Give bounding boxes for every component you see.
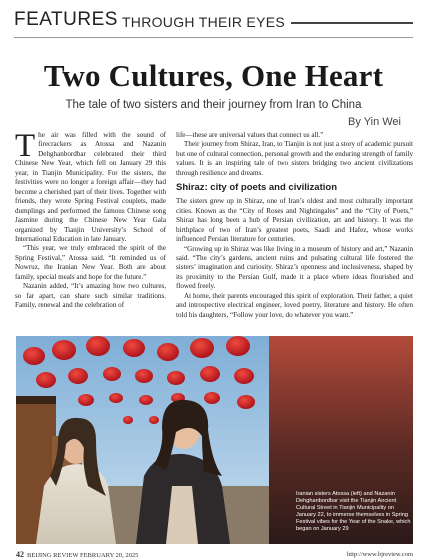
article-paragraph: “Growing up in Shiraz was like living in a museum of history and art,” Nazanin said. “The city’s gardens, ancient ruins and pulsating cultural life fostered the sisters’ imagination and curiosity. Shiraz’s openness and inclusiveness, shaped by its proximity to the Persian Gulf, made it a place where ideas flourished and flowed freely. [176,244,413,291]
page-number: 42 [16,550,24,559]
article-paragraph: The air was filled with the sound of firecrackers as Atossa and Nazanin Dehghanbordbar celebrated their third Chinese New Year, which fell on January 29 this year, in Tianjin Municipality. For the sisters, the festivities were no longer a foreign affair—they had become a cherished part of their lives. Together with friends, they wrote Spring Festival couplets, made dumplings and performed the famous Chinese song Jasmine during the Chinese New Year Gala organized by Tianjin University’s School of International Education in late January. [15,128,166,243]
article-subhead: Shiraz: city of poets and civilization [176,182,337,194]
photo-illustration [16,336,269,544]
article-paragraph: Their journey from Shiraz, Iran, to Tianjin is not just a story of academic pursuit but one of cultural connection, personal growth and the enduring strength of family values. It is an inspiring tale of two sisters bridging two ancient civilizations through resilience and dreams. [176,140,413,177]
photo-caption: Iranian sisters Atossa (left) and Nazanin Dehghanbordbar visit the Tianjin Ancient Cultural Street in Tianjin Municipality on January 22, to immerse themselves in Spring Festival vibes for the Year of the Snake, which began on January 29 [296,491,411,533]
article-column-right [176,131,413,320]
article-column-left [15,128,166,311]
article-subheadline: The tale of two sisters and their journey from Iran to China [65,99,362,111]
footer-left [16,550,138,559]
footer-website: http://www.bjreview.com [347,551,413,558]
article-paragraph: The sisters grew up in Shiraz, one of Iran’s oldest and most culturally important cities. Known as the “City of Roses and Nightingales” and the “City of Poets,” Shiraz has long been a hub of Persian civilization, art and history. It was the birthplace of two of Iran’s greatest poets, Saadi and Hafez, whose works influenced Persian literature for centuries. [176,197,413,244]
drop-cap: T [15,128,36,164]
section-sublabel: THROUGH THEIR EYES [121,13,285,30]
article-paragraph: At home, their parents encouraged this spirit of exploration. Their father, a quiet and introspective electrical engineer, loved poetry, literature and history. He often told his daughters, “Follow your love, do whatever you want.” [176,291,413,319]
section-header [14,6,413,34]
header-divider [14,37,413,38]
article-byline: By Yin Wei [348,116,401,128]
publication-info: BEIJING REVIEW FEBRUARY 20, 2025 [27,552,139,559]
article-paragraph: “This year, we truly embraced the spirit of the Spring Festival,” Atossa said. “It reminded us of Nowruz, the Iranian New Year. Both are about family, special meals and hope for the future.” [15,244,166,281]
article-paragraph: Nazanin added, “It’s amazing how two cultures, so far apart, can share such similar traditions. Family, renewal and the celebration of [15,282,166,310]
article-headline: Two Cultures, One Heart [43,58,384,93]
article-paragraph: life—these are universal values that connect us all.” [176,131,324,139]
section-label: FEATURES [14,9,118,30]
section-header-rule [291,22,413,24]
